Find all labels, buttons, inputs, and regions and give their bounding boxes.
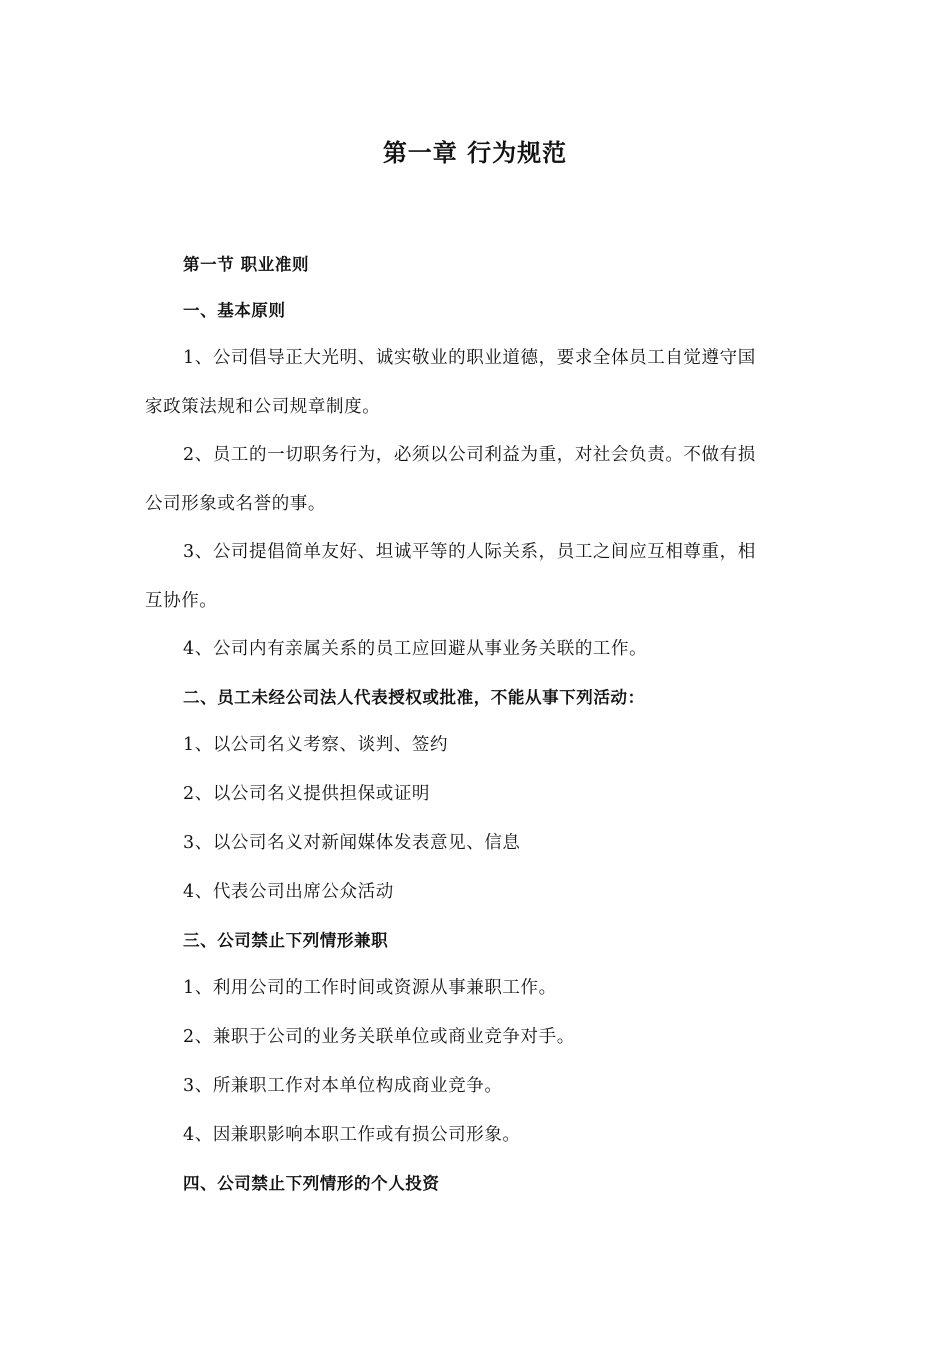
part3-item-3: 3、所兼职工作对本单位构成商业竞争。	[183, 1076, 503, 1096]
part1-item4: 4、公司内有亲属关系的员工应回避从事业务关联的工作。	[183, 639, 648, 659]
part1-item2-line2: 公司形象或名誉的事。	[145, 494, 326, 514]
part3-item-1: 1、利用公司的工作时间或资源从事兼职工作。	[183, 978, 557, 998]
section-title: 第一节 职业准则	[183, 255, 310, 274]
chapter-title: 第一章 行为规范	[382, 139, 568, 167]
part2-heading: 二、员工未经公司法人代表授权或批准，不能从事下列活动：	[183, 688, 645, 707]
part3-item-4: 4、因兼职影响本职工作或有损公司形象。	[183, 1125, 521, 1145]
part2-item-4: 4、代表公司出席公众活动	[183, 882, 394, 902]
part3-heading: 三、公司禁止下列情形兼职	[183, 931, 389, 950]
part1-item3-line1: 3、公司提倡简单友好、坦诚平等的人际关系，员工之间应互相尊重，相	[183, 542, 756, 562]
part1-item3-line2: 互协作。	[145, 591, 218, 611]
part1-item1-line1: 1、公司倡导正大光明、诚实敬业的职业道德，要求全体员工自觉遵守国	[183, 348, 756, 368]
part1-item1-line2: 家政策法规和公司规章制度。	[145, 397, 381, 417]
part2-item-1: 1、以公司名义考察、谈判、签约	[183, 735, 449, 755]
part4-heading: 四、公司禁止下列情形的个人投资	[183, 1174, 440, 1193]
part1-heading: 一、基本原则	[183, 301, 286, 320]
part2-item-3: 3、以公司名义对新闻媒体发表意见、信息	[183, 833, 521, 853]
part3-item-2: 2、兼职于公司的业务关联单位或商业竞争对手。	[183, 1027, 575, 1047]
part2-item-2: 2、以公司名义提供担保或证明	[183, 784, 431, 804]
part1-item2-line1: 2、员工的一切职务行为，必须以公司利益为重，对社会负责。不做有损	[183, 445, 756, 465]
